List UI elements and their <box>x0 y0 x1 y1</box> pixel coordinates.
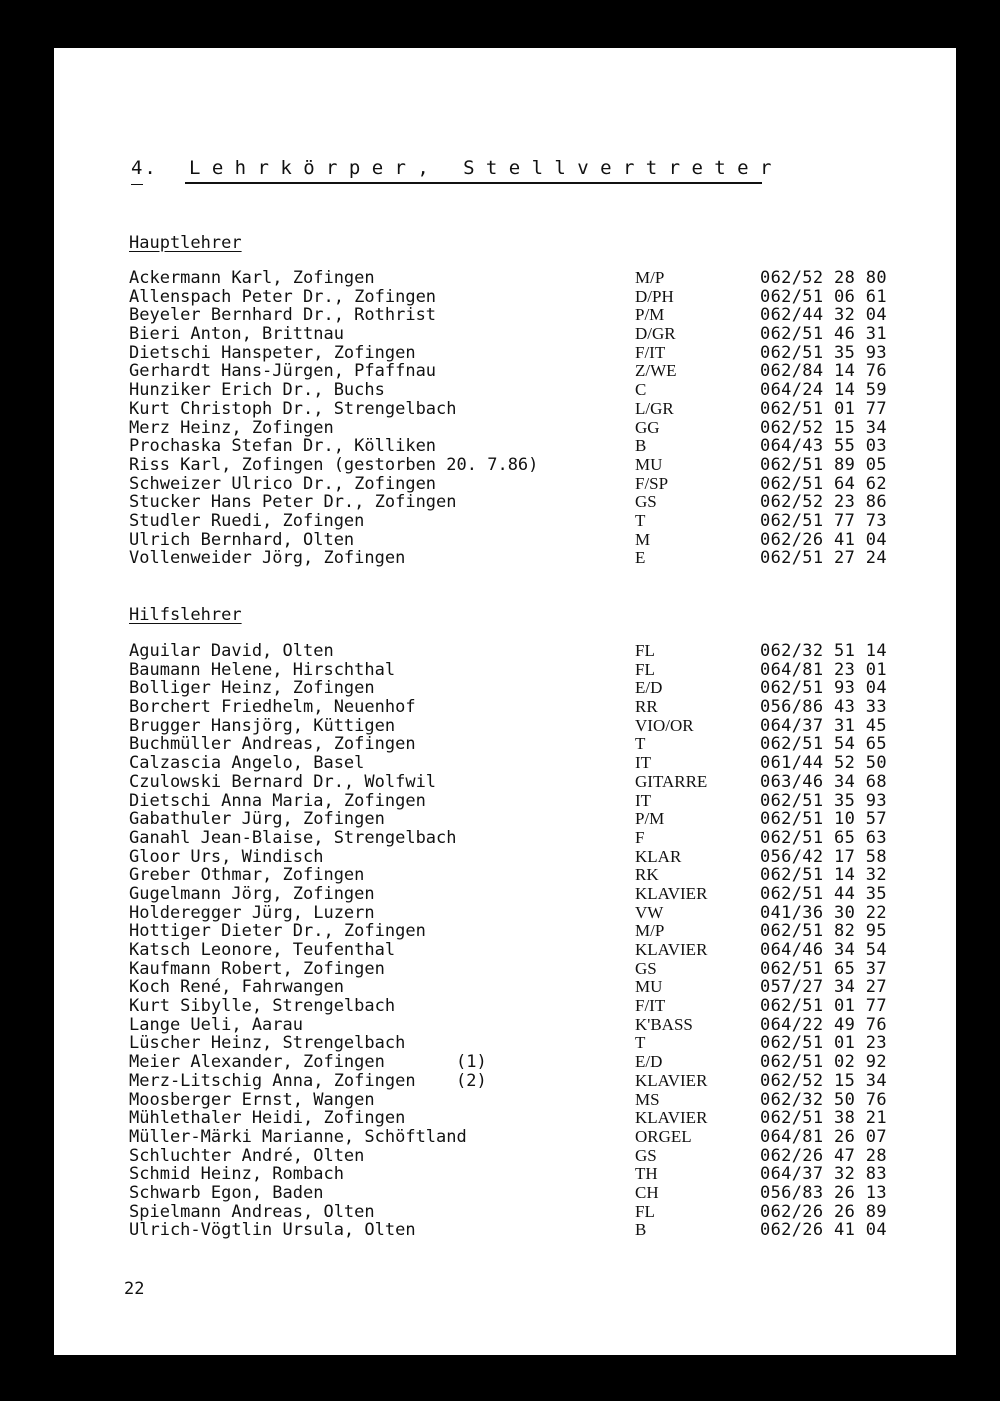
teacher-subject: KLAVIER <box>635 1070 708 1090</box>
teacher-name: Ackermann Karl, Zofingen <box>129 268 375 288</box>
table-row <box>129 549 929 568</box>
teacher-phone: 062/51 65 37 <box>760 958 887 979</box>
teacher-phone: 062/52 15 34 <box>760 1070 887 1091</box>
teacher-phone: 064/43 55 03 <box>760 436 887 457</box>
teacher-name: Stucker Hans Peter Dr., Zofingen <box>129 492 457 513</box>
teacher-name: Buchmüller Andreas, Zofingen <box>129 734 416 755</box>
table-row <box>129 1221 929 1240</box>
table-row <box>129 810 929 829</box>
teacher-phone: 062/51 01 77 <box>760 996 887 1017</box>
teacher-phone: 062/51 01 23 <box>760 1033 887 1054</box>
teacher-name: Schweizer Ulrico Dr., Zofingen <box>129 473 437 494</box>
teacher-phone: 062/51 10 57 <box>760 809 887 830</box>
teacher-subject: T <box>635 734 646 754</box>
teacher-subject: P/M <box>635 809 665 829</box>
teacher-phone: 062/51 35 93 <box>760 342 887 363</box>
teacher-subject: GS <box>635 958 657 978</box>
table-row <box>129 1147 929 1166</box>
table-row <box>129 1109 929 1128</box>
teacher-name: Kaufmann Robert, Zofingen <box>129 958 385 979</box>
page-number: 22 <box>124 1279 145 1299</box>
teacher-name: Vollenweider Jörg, Zofingen <box>129 548 406 569</box>
teacher-name: Allenspach Peter Dr., Zofingen <box>129 286 437 307</box>
teacher-note: (1) <box>456 1052 487 1073</box>
table-row <box>129 848 929 867</box>
teacher-name: Riss Karl, Zofingen (gestorben 20. 7.86) <box>129 454 539 475</box>
teacher-name: Lange Ueli, Aarau <box>129 1014 303 1035</box>
table-row <box>129 997 929 1016</box>
teacher-name: Gabathuler Jürg, Zofingen <box>129 809 385 830</box>
teacher-phone: 062/51 82 95 <box>760 921 887 942</box>
teacher-name: Spielmann Andreas, Olten <box>129 1201 375 1222</box>
teacher-name: Hottiger Dieter Dr., Zofingen <box>129 921 426 942</box>
table-row <box>129 829 929 848</box>
teacher-phone: 056/83 26 13 <box>760 1182 887 1203</box>
table-row <box>129 269 929 288</box>
teacher-subject: KLAR <box>635 846 682 866</box>
teacher-subject: MU <box>635 977 663 997</box>
chapter-heading <box>131 156 783 180</box>
teacher-phone: 062/51 46 31 <box>760 324 887 345</box>
teacher-phone: 062/26 26 89 <box>760 1201 887 1222</box>
teacher-subject: C <box>635 380 647 400</box>
teacher-subject: MU <box>635 454 663 474</box>
teacher-subject: K'BASS <box>635 1014 693 1034</box>
teacher-subject: MS <box>635 1089 660 1109</box>
teacher-phone: 062/51 01 77 <box>760 398 887 419</box>
teacher-phone: 041/36 30 22 <box>760 902 887 923</box>
table-row <box>129 456 929 475</box>
teacher-name: Lüscher Heinz, Strengelbach <box>129 1033 406 1054</box>
table-row <box>129 978 929 997</box>
teacher-phone: 062/32 50 76 <box>760 1089 887 1110</box>
section-title-hauptlehrer: Hauptlehrer <box>129 233 242 253</box>
teacher-subject: GITARRE <box>635 771 708 791</box>
teacher-name: Holderegger Jürg, Luzern <box>129 902 375 923</box>
teacher-subject: KLAVIER <box>635 883 708 903</box>
teacher-phone: 056/42 17 58 <box>760 846 887 867</box>
table-row <box>129 679 929 698</box>
teacher-phone: 063/46 34 68 <box>760 771 887 792</box>
teacher-name: Greber Othmar, Zofingen <box>129 865 365 886</box>
teacher-subject: T <box>635 510 646 530</box>
teacher-subject: M/P <box>635 921 665 941</box>
table-row <box>129 885 929 904</box>
teacher-subject: F/IT <box>635 342 666 362</box>
teacher-name: Hunziker Erich Dr., Buchs <box>129 380 385 401</box>
table-row <box>129 904 929 923</box>
teacher-subject: ORGEL <box>635 1126 692 1146</box>
teacher-name: Bolliger Heinz, Zofingen <box>129 678 375 699</box>
table-row <box>129 698 929 717</box>
teacher-phone: 062/51 54 65 <box>760 734 887 755</box>
teacher-name: Bieri Anton, Brittnau <box>129 324 344 345</box>
teacher-name: Gugelmann Jörg, Zofingen <box>129 883 375 904</box>
teacher-subject: KLAVIER <box>635 1108 708 1128</box>
document-page <box>54 48 956 1355</box>
table-row <box>129 1016 929 1035</box>
chapter-title: Lehrkörper, Stellvertreter <box>189 157 783 179</box>
teacher-subject: E/D <box>635 1052 663 1072</box>
teacher-subject: E/D <box>635 678 663 698</box>
teacher-name: Ulrich Bernhard, Olten <box>129 529 355 550</box>
teacher-phone: 062/51 44 35 <box>760 883 887 904</box>
table-row <box>129 773 929 792</box>
teacher-subject: L/GR <box>635 398 674 418</box>
teacher-subject: F <box>635 827 645 847</box>
teacher-name: Baumann Helene, Hirschthal <box>129 659 396 680</box>
teacher-subject: VW <box>635 902 664 922</box>
teacher-subject: FL <box>635 659 655 679</box>
table-row <box>129 475 929 494</box>
table-row <box>129 1091 929 1110</box>
teacher-subject: GG <box>635 417 660 437</box>
teacher-phone: 062/52 15 34 <box>760 417 887 438</box>
teacher-name: Schmid Heinz, Rombach <box>129 1164 344 1185</box>
teacher-subject: B <box>635 1220 647 1240</box>
teacher-subject: F/SP <box>635 473 669 493</box>
teacher-phone: 062/51 14 32 <box>760 865 887 886</box>
teacher-phone: 062/51 02 92 <box>760 1052 887 1073</box>
teacher-phone: 062/51 77 73 <box>760 510 887 531</box>
table-row <box>129 437 929 456</box>
teacher-phone: 057/27 34 27 <box>760 977 887 998</box>
teacher-phone: 062/51 64 62 <box>760 473 887 494</box>
teacher-phone: 062/26 47 28 <box>760 1145 887 1166</box>
teacher-subject: RK <box>635 865 659 885</box>
teacher-name: Merz-Litschig Anna, Zofingen <box>129 1070 416 1091</box>
table-row <box>129 1165 929 1184</box>
table-row <box>129 1184 929 1203</box>
teacher-subject: GS <box>635 1145 657 1165</box>
teacher-subject: CH <box>635 1182 659 1202</box>
table-row <box>129 941 929 960</box>
teacher-name: Merz Heinz, Zofingen <box>129 417 334 438</box>
table-row <box>129 717 929 736</box>
teacher-name: Ulrich-Vögtlin Ursula, Olten <box>129 1220 416 1241</box>
teacher-phone: 064/24 14 59 <box>760 380 887 401</box>
teacher-subject: KLAVIER <box>635 940 708 959</box>
table-row <box>129 288 929 307</box>
chapter-title-underline <box>185 182 762 184</box>
teacher-name: Ganahl Jean-Blaise, Strengelbach <box>129 827 457 848</box>
teacher-subject: T <box>635 1033 646 1053</box>
teacher-subject: FL <box>635 641 655 660</box>
teacher-name: Dietschi Anna Maria, Zofingen <box>129 790 426 811</box>
teacher-phone: 062/52 23 86 <box>760 492 887 513</box>
table-row <box>129 866 929 885</box>
table-row <box>129 1203 929 1222</box>
teacher-subject: B <box>635 436 647 456</box>
table-row <box>129 922 929 941</box>
teacher-phone: 062/51 27 24 <box>760 548 887 569</box>
teacher-name: Prochaska Stefan Dr., Kölliken <box>129 436 437 457</box>
teacher-name: Brugger Hansjörg, Küttigen <box>129 715 396 736</box>
section-title-hilfslehrer: Hilfslehrer <box>129 605 242 625</box>
teacher-name: Müller-Märki Marianne, Schöftland <box>129 1126 467 1147</box>
table-row <box>129 512 929 531</box>
teacher-subject: P/M <box>635 305 665 325</box>
table-row <box>129 531 929 550</box>
table-row <box>129 642 929 661</box>
table-row <box>129 960 929 979</box>
table-row <box>129 381 929 400</box>
teacher-name: Katsch Leonore, Teufenthal <box>129 940 396 960</box>
teacher-phone: 062/44 32 04 <box>760 305 887 326</box>
table-row <box>129 1053 929 1072</box>
teacher-subject: VIO/OR <box>635 715 694 735</box>
teacher-subject: IT <box>635 790 652 810</box>
teacher-name: Meier Alexander, Zofingen <box>129 1052 385 1073</box>
table-row <box>129 325 929 344</box>
teacher-phone: 062/51 93 04 <box>760 678 887 699</box>
teacher-phone: 064/81 26 07 <box>760 1126 887 1147</box>
teacher-phone: 061/44 52 50 <box>760 753 887 774</box>
table-row <box>129 735 929 754</box>
teacher-name: Gloor Urs, Windisch <box>129 846 324 867</box>
table-row <box>129 754 929 773</box>
teacher-subject: D/GR <box>635 324 676 344</box>
teacher-phone: 064/22 49 76 <box>760 1014 887 1035</box>
teacher-name: Borchert Friedhelm, Neuenhof <box>129 697 416 718</box>
table-row <box>129 493 929 512</box>
teacher-subject: Z/WE <box>635 361 677 381</box>
teacher-phone: 056/86 43 33 <box>760 697 887 718</box>
teacher-subject: F/IT <box>635 996 666 1016</box>
table-row <box>129 362 929 381</box>
teacher-name: Kurt Christoph Dr., Strengelbach <box>129 398 457 419</box>
chapter-number-underline <box>131 184 143 185</box>
teacher-phone: 062/26 41 04 <box>760 529 887 550</box>
teacher-phone: 064/37 32 83 <box>760 1164 887 1185</box>
table-row <box>129 419 929 438</box>
teacher-name: Kurt Sibylle, Strengelbach <box>129 996 396 1017</box>
teacher-phone: 062/84 14 76 <box>760 361 887 382</box>
teacher-phone: 062/51 65 63 <box>760 827 887 848</box>
teacher-list-hilfslehrer <box>129 642 929 1240</box>
teacher-name: Studler Ruedi, Zofingen <box>129 510 365 531</box>
teacher-name: Schwarb Egon, Baden <box>129 1182 324 1203</box>
table-row <box>129 306 929 325</box>
teacher-phone: 062/51 35 93 <box>760 790 887 811</box>
teacher-subject: FL <box>635 1201 655 1221</box>
teacher-phone: 062/26 41 04 <box>760 1220 887 1241</box>
teacher-phone: 062/51 38 21 <box>760 1108 887 1129</box>
teacher-subject: D/PH <box>635 286 674 306</box>
teacher-phone: 062/51 06 61 <box>760 286 887 307</box>
teacher-phone: 064/46 34 54 <box>760 940 887 960</box>
teacher-subject: RR <box>635 697 658 717</box>
teacher-name: Mühlethaler Heidi, Zofingen <box>129 1108 406 1129</box>
table-row <box>129 344 929 363</box>
teacher-name: Calzascia Angelo, Basel <box>129 753 365 774</box>
teacher-name: Beyeler Bernhard Dr., Rothrist <box>129 305 437 326</box>
teacher-subject: IT <box>635 753 652 773</box>
teacher-subject: TH <box>635 1164 658 1184</box>
teacher-subject: E <box>635 548 646 568</box>
table-row <box>129 661 929 680</box>
teacher-name: Aguilar David, Olten <box>129 641 334 661</box>
teacher-name: Dietschi Hanspeter, Zofingen <box>129 342 416 363</box>
teacher-name: Koch René, Fahrwangen <box>129 977 344 998</box>
teacher-subject: GS <box>635 492 657 512</box>
teacher-phone: 064/37 31 45 <box>760 715 887 736</box>
teacher-name: Schluchter André, Olten <box>129 1145 365 1166</box>
teacher-subject: M/P <box>635 268 665 287</box>
table-row <box>129 1034 929 1053</box>
teacher-phone: 062/52 28 80 <box>760 268 887 288</box>
table-row <box>129 400 929 419</box>
teacher-list-hauptlehrer <box>129 269 929 568</box>
teacher-phone: 062/32 51 14 <box>760 641 887 661</box>
table-row <box>129 1128 929 1147</box>
teacher-name: Moosberger Ernst, Wangen <box>129 1089 375 1110</box>
teacher-name: Gerhardt Hans-Jürgen, Pfaffnau <box>129 361 437 382</box>
teacher-phone: 064/81 23 01 <box>760 659 887 680</box>
teacher-name: Czulowski Bernard Dr., Wolfwil <box>129 771 437 792</box>
table-row <box>129 1072 929 1091</box>
teacher-note: (2) <box>456 1070 487 1091</box>
table-row <box>129 792 929 811</box>
teacher-phone: 062/51 89 05 <box>760 454 887 475</box>
teacher-subject: M <box>635 529 651 549</box>
chapter-number: 4. <box>131 157 158 179</box>
